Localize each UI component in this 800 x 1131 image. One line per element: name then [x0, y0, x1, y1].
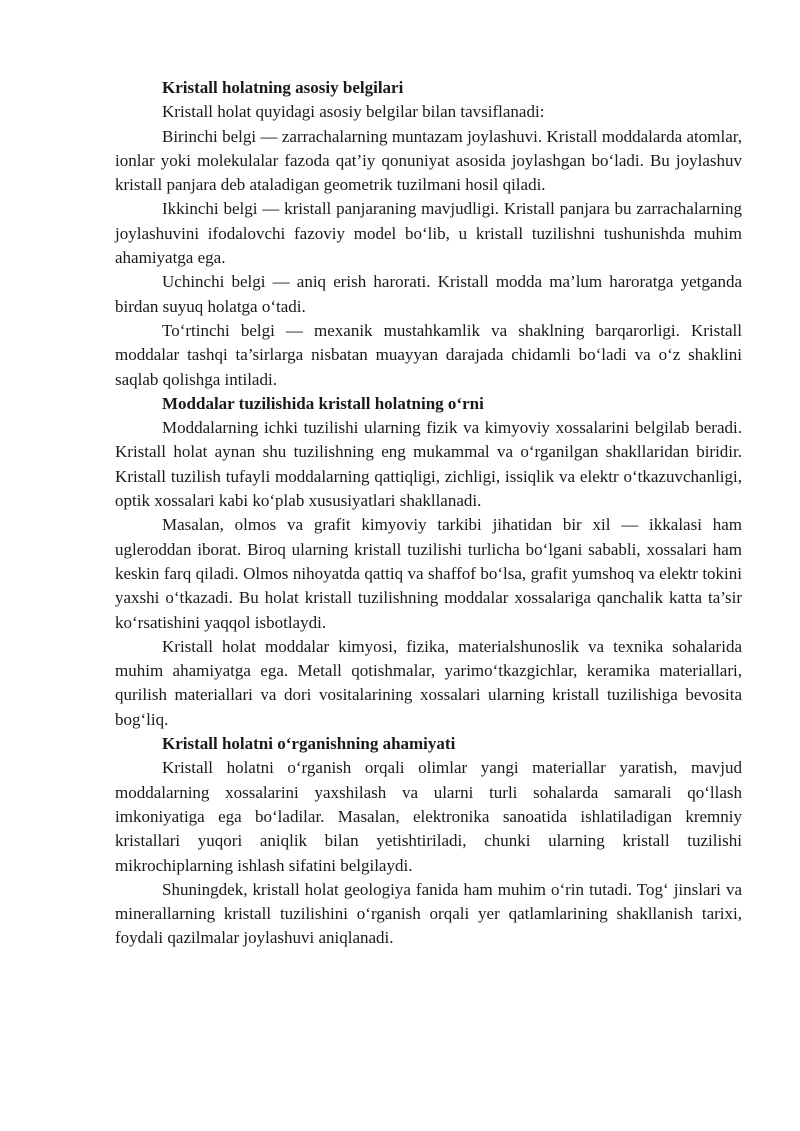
paragraph: Kristall holatni o‘rganish orqali olimlar yangi materiallar yaratish, mavjud moddalarning xossalarini yaxshilash va ularni turli sohalarda samarali qo‘llash imkoniyatiga ega bo‘ladilar. Masalan, elektronika sanoatida ishlatiladigan kremniy kristallari yuqori aniqlik bilan yetishtiriladi, chunki ularning kristall tuzilishi mikrochiplarning ishlash sifatini belgilaydi. — [115, 758, 742, 875]
paragraph: Shuningdek, kristall holat geologiya fanida ham muhim o‘rin tutadi. Tog‘ jinslari va minerallarning kristall tuzilishini o‘rganish orqali yer qatlamlarining shakllanish tarixi, foydali qazilmalar joylashuvi aniqlanadi. — [115, 879, 742, 948]
paragraph: Uchinchi belgi — aniq erish harorati. Kristall modda ma’lum haroratga yetganda birdan suyuq holatga o‘tadi. — [115, 272, 742, 316]
document-body — [115, 76, 742, 951]
paragraph: Moddalarning ichki tuzilishi ularning fizik va kimyoviy xossalarini belgilab beradi. Kristall holat aynan shu tuzilishning eng mukammal va o‘rganilgan shakllaridan biridir. Kristall tuzilish tufayli moddalarning qattiqligi, zichligi, issiqlik va elektr o‘tkazuvchanligi, optik xossalari kabi ko‘plab xususiyatlari shakllanadi. — [115, 418, 742, 511]
section-heading-kristall-orni: Moddalar tuzilishida kristall holatning o‘rni — [162, 393, 484, 413]
paragraph: Kristall holat moddalar kimyosi, fizika, materialshunoslik va texnika sohalarida muhim ahamiyatga ega. Metall qotishmalar, yarimo‘tkazgichlar, keramika materiallari, qurilish materiallari va dori vositalarining xossalari ularning kristall tuzilishiga bevosita bog‘liq. — [115, 636, 742, 729]
paragraph: Birinchi belgi — zarrachalarning muntazam joylashuvi. Kristall moddalarda atomlar, ionlar yoki molekulalar fazoda qat’iy qonuniyat asosida joylashgan bo‘ladi. Bu joylashuv kristall panjara deb ataladigan geometrik tuzilmani hosil qiladi. — [115, 126, 742, 195]
paragraph: Kristall holat quyidagi asosiy belgilar bilan tavsiflanadi: — [162, 102, 545, 122]
section-heading-kristall-ahamiyati: Kristall holatni o‘rganishning ahamiyati — [162, 734, 456, 754]
paragraph: Masalan, olmos va grafit kimyoviy tarkibi jihatidan bir xil — ikkalasi ham ugleroddan iborat. Biroq ularning kristall tuzilishi turlicha bo‘lgani sababli, xossalari ham keskin farq qiladi. Olmos nihoyatda qattiq va shaffof bo‘lsa, grafit yumshoq va elektr tokini yaxshi o‘tkazadi. Bu holat kristall tuzilishning moddalar xossalariga qanchalik katta ta’sir ko‘rsatishini yaqqol isbotlaydi. — [115, 515, 742, 632]
paragraph: Ikkinchi belgi — kristall panjaraning mavjudligi. Kristall panjara bu zarrachalarning joylashuvini ifodalovchi fazoviy model bo‘lib, u kristall tuzilishni tushunishda muhim ahamiyatga ega. — [115, 199, 742, 268]
paragraph: To‘rtinchi belgi — mexanik mustahkamlik va shaklning barqarorligi. Kristall moddalar tashqi ta’sirlarga nisbatan muayyan darajada chidamli bo‘ladi va o‘z shaklini saqlab qolishga intiladi. — [115, 320, 742, 389]
section-heading-kristall-belgilari: Kristall holatning asosiy belgilari — [162, 78, 404, 97]
